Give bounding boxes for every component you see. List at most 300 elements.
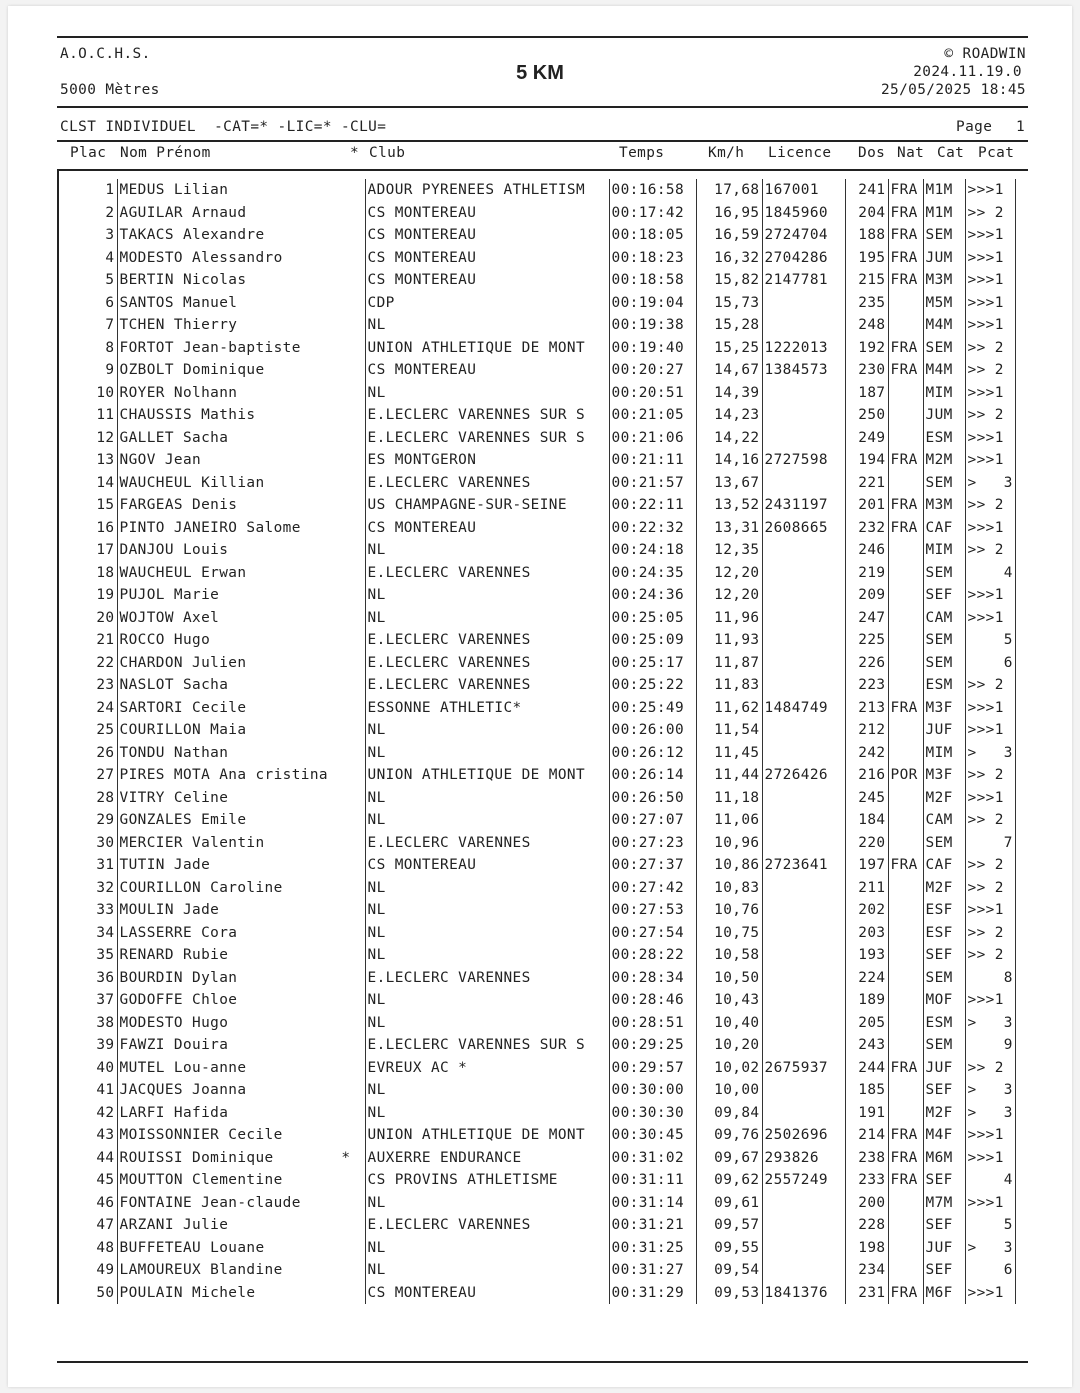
table-row [58,179,1015,202]
cell-speed: 09,67 [696,1147,762,1170]
cell-club: E.LECLERC VARENNES SUR S [365,427,609,450]
cell-category-rank: >>>1 [965,179,1015,202]
cell-licence [762,1259,845,1282]
cell-place: 48 [58,1237,117,1260]
cell-nationality: FRA [888,359,923,382]
cell-speed: 11,06 [696,809,762,832]
cell-category: ESM [923,427,965,450]
cell-bib: 249 [845,427,888,450]
cell-nationality: FRA [888,202,923,225]
cell-category: SEM [923,1034,965,1057]
cell-club: NL [365,899,609,922]
runner-name: TONDU Nathan [119,744,229,761]
cell-club: NL [365,877,609,900]
cell-speed: 11,45 [696,742,762,765]
cell-place: 36 [58,967,117,990]
cell-name [117,967,365,990]
cell-bib: 201 [845,494,888,517]
cell-time: 00:27:54 [609,922,696,945]
cell-time: 00:19:38 [609,314,696,337]
cell-name [117,899,365,922]
cell-place: 41 [58,1079,117,1102]
cell-time: 00:16:58 [609,179,696,202]
cell-time: 00:27:53 [609,899,696,922]
cell-bib: 209 [845,584,888,607]
table-bottom-rule [57,1361,1028,1363]
cell-time: 00:27:07 [609,809,696,832]
cell-licence [762,1079,845,1102]
cell-name [117,494,365,517]
cell-place: 18 [58,562,117,585]
cell-category-rank: > 3 [965,742,1015,765]
cell-speed: 10,02 [696,1057,762,1080]
runner-name: WOJTOW Axel [119,609,220,626]
cell-time: 00:29:57 [609,1057,696,1080]
distance-label: 5000 Mètres [60,82,160,98]
cell-club: NL [365,1192,609,1215]
cell-category-rank: 4 [965,1169,1015,1192]
table-row [58,922,1015,945]
version-label: 2024.11.19.0 [913,64,1022,80]
cell-speed: 09,53 [696,1282,762,1305]
cell-time: 00:28:46 [609,989,696,1012]
cell-time: 00:31:11 [609,1169,696,1192]
runner-name: POULAIN Michele [119,1284,256,1301]
cell-name [117,269,365,292]
cell-licence [762,674,845,697]
cell-club: E.LECLERC VARENNES [365,629,609,652]
cell-bib: 195 [845,247,888,270]
cell-club: EVREUX AC * [365,1057,609,1080]
cell-nationality [888,1034,923,1057]
cell-name [117,1169,365,1192]
cell-speed: 09,61 [696,1192,762,1215]
cell-speed: 13,67 [696,472,762,495]
cell-bib: 184 [845,809,888,832]
cell-bib: 223 [845,674,888,697]
cell-time: 00:20:27 [609,359,696,382]
table-row [58,607,1015,630]
cell-category: MIM [923,539,965,562]
cell-category-rank: > 3 [965,1237,1015,1260]
table-row [58,1012,1015,1035]
cell-category-rank: >> 2 [965,1057,1015,1080]
runner-name: OZBOLT Dominique [119,362,265,379]
cell-licence: 2726426 [762,764,845,787]
cell-place: 23 [58,674,117,697]
cell-place: 47 [58,1214,117,1237]
cell-name [117,247,365,270]
cell-club: CS MONTEREAU [365,202,609,225]
cell-nationality [888,742,923,765]
cell-name [117,359,365,382]
runner-name: FARGEAS Denis [119,497,238,514]
cell-speed: 10,20 [696,1034,762,1057]
cell-category-rank: >>>1 [965,719,1015,742]
cell-nationality: FRA [888,494,923,517]
cell-bib: 247 [845,607,888,630]
filter-line: CLST INDIVIDUEL -CAT=* -LIC=* -CLU= [60,119,387,135]
cell-club: CDP [365,292,609,315]
cell-club: CS MONTEREAU [365,359,609,382]
table-row [58,719,1015,742]
cell-bib: 234 [845,1259,888,1282]
org-name: A.O.C.H.S. [60,46,151,62]
cell-time: 00:26:12 [609,742,696,765]
table-row [58,539,1015,562]
cell-name [117,787,365,810]
cell-nationality [888,1192,923,1215]
cell-bib: 245 [845,787,888,810]
table-row [58,764,1015,787]
cell-nationality: FRA [888,854,923,877]
cell-speed: 14,22 [696,427,762,450]
cell-speed: 11,93 [696,629,762,652]
col-header-nom: Nom Prénom [120,145,211,161]
cell-speed: 15,73 [696,292,762,315]
cell-place: 21 [58,629,117,652]
cell-club: E.LECLERC VARENNES SUR S [365,1034,609,1057]
cell-bib: 203 [845,922,888,945]
cell-name [117,517,365,540]
cell-speed: 15,82 [696,269,762,292]
table-row [58,1079,1015,1102]
cell-place: 32 [58,877,117,900]
cell-time: 00:26:50 [609,787,696,810]
cell-category: M3F [923,697,965,720]
cell-time: 00:31:21 [609,1214,696,1237]
cell-speed: 12,20 [696,584,762,607]
cell-nationality: FRA [888,247,923,270]
cell-category-rank: >>>1 [965,269,1015,292]
cell-licence [762,1012,845,1035]
runner-name: VITRY Celine [119,789,229,806]
cell-place: 1 [58,179,117,202]
col-header-kmh: Km/h [708,145,745,161]
table-row [58,854,1015,877]
cell-place: 44 [58,1147,117,1170]
cell-licence: 2557249 [762,1169,845,1192]
cell-nationality [888,674,923,697]
cell-speed: 15,28 [696,314,762,337]
cell-category: M4M [923,359,965,382]
cell-nationality: FRA [888,1169,923,1192]
cell-category: M2M [923,449,965,472]
cell-time: 00:21:57 [609,472,696,495]
cell-name [117,674,365,697]
cell-nationality [888,1259,923,1282]
cell-licence [762,1237,845,1260]
cell-time: 00:24:36 [609,584,696,607]
cell-time: 00:25:09 [609,629,696,652]
cell-name [117,292,365,315]
runner-name: LAMOUREUX Blandine [119,1262,283,1279]
cell-time: 00:27:23 [609,832,696,855]
cell-category-rank: >>>1 [965,787,1015,810]
cell-category: M1M [923,179,965,202]
cell-speed: 11,44 [696,764,762,787]
cell-licence [762,292,845,315]
table-row [58,809,1015,832]
cell-category-rank: >> 2 [965,944,1015,967]
runner-name: MERCIER Valentin [119,834,265,851]
cell-bib: 204 [845,202,888,225]
cell-bib: 198 [845,1237,888,1260]
cell-licence: 2675937 [762,1057,845,1080]
cell-nationality: FRA [888,697,923,720]
table-row [58,1034,1015,1057]
cell-category-rank: >>>1 [965,1192,1015,1215]
cell-bib: 246 [845,539,888,562]
cell-nationality [888,472,923,495]
cell-category: JUM [923,404,965,427]
cell-speed: 15,25 [696,337,762,360]
cell-club: NL [365,1102,609,1125]
runner-name: TUTIN Jade [119,857,211,874]
cell-speed: 13,52 [696,494,762,517]
cell-category: SEF [923,1169,965,1192]
cell-licence [762,562,845,585]
cell-nationality [888,607,923,630]
cell-time: 00:28:51 [609,1012,696,1035]
cell-time: 00:25:49 [609,697,696,720]
cell-category-rank: >>>1 [965,899,1015,922]
cell-time: 00:18:58 [609,269,696,292]
cell-speed: 09,62 [696,1169,762,1192]
cell-name [117,224,365,247]
cell-time: 00:26:14 [609,764,696,787]
star-flag: * [341,1149,351,1166]
cell-nationality [888,1214,923,1237]
cell-speed: 16,59 [696,224,762,247]
cell-time: 00:31:14 [609,1192,696,1215]
cell-club: CS MONTEREAU [365,224,609,247]
cell-licence [762,967,845,990]
cell-club: CS MONTEREAU [365,1282,609,1305]
cell-place: 34 [58,922,117,945]
cell-licence [762,539,845,562]
cell-speed: 10,43 [696,989,762,1012]
runner-name: NASLOT Sacha [119,677,229,694]
cell-place: 37 [58,989,117,1012]
cell-category-rank: >> 2 [965,922,1015,945]
cell-name [117,697,365,720]
cell-category-rank: > 3 [965,1012,1015,1035]
cell-category-rank: 7 [965,832,1015,855]
cell-bib: 205 [845,1012,888,1035]
cell-category: SEM [923,337,965,360]
cell-time: 00:24:35 [609,562,696,585]
cell-speed: 16,95 [696,202,762,225]
cell-club: NL [365,944,609,967]
cell-name [117,607,365,630]
cell-bib: 233 [845,1169,888,1192]
cell-place: 16 [58,517,117,540]
cell-time: 00:30:30 [609,1102,696,1125]
cell-speed: 13,31 [696,517,762,540]
cell-name [117,1057,365,1080]
table-row [58,629,1015,652]
runner-name: PUJOL Marie [119,587,220,604]
cell-speed: 14,67 [696,359,762,382]
cell-bib: 242 [845,742,888,765]
cell-club: CS MONTEREAU [365,269,609,292]
cell-speed: 09,84 [696,1102,762,1125]
cell-category: M4F [923,1124,965,1147]
cell-speed: 10,75 [696,922,762,945]
cell-bib: 200 [845,1192,888,1215]
cell-licence: 2724704 [762,224,845,247]
table-row [58,1102,1015,1125]
cell-club: NL [365,314,609,337]
cell-place: 50 [58,1282,117,1305]
cell-time: 00:31:29 [609,1282,696,1305]
cell-name [117,1124,365,1147]
cell-time: 00:28:34 [609,967,696,990]
cell-bib: 216 [845,764,888,787]
cell-place: 14 [58,472,117,495]
top-rule [57,36,1028,38]
cell-place: 26 [58,742,117,765]
cell-bib: 219 [845,562,888,585]
cell-category-rank: > 3 [965,472,1015,495]
cell-category-rank: >> 2 [965,764,1015,787]
cell-place: 25 [58,719,117,742]
cell-time: 00:18:23 [609,247,696,270]
cell-category: M5M [923,292,965,315]
cell-category-rank: >>>1 [965,517,1015,540]
cell-name [117,584,365,607]
cell-bib: 215 [845,269,888,292]
runner-name: MODESTO Alessandro [119,249,283,266]
runner-name: SARTORI Cecile [119,699,247,716]
col-header-dos: Dos [858,145,886,161]
col-header-pcat: Pcat [978,145,1015,161]
page-number: 1 [1016,119,1026,135]
cell-category-rank: >> 2 [965,337,1015,360]
page-label: Page [956,119,993,135]
cell-licence: 293826 [762,1147,845,1170]
cell-place: 4 [58,247,117,270]
runner-name: FORTOT Jean-baptiste [119,339,301,356]
cell-nationality [888,809,923,832]
cell-time: 00:20:51 [609,382,696,405]
runner-name: SANTOS Manuel [119,294,238,311]
cell-licence [762,787,845,810]
cell-place: 19 [58,584,117,607]
cell-category: M7M [923,1192,965,1215]
cell-club: NL [365,787,609,810]
cell-name [117,989,365,1012]
cell-speed: 10,76 [696,899,762,922]
cell-bib: 220 [845,832,888,855]
cell-nationality [888,629,923,652]
cell-bib: 211 [845,877,888,900]
cell-bib: 193 [845,944,888,967]
table-row [58,1124,1015,1147]
cell-licence: 1222013 [762,337,845,360]
cell-speed: 17,68 [696,179,762,202]
cell-nationality [888,832,923,855]
cell-place: 39 [58,1034,117,1057]
cell-speed: 10,83 [696,877,762,900]
cell-category: SEM [923,832,965,855]
cell-place: 9 [58,359,117,382]
runner-name: GODOFFE Chloe [119,992,238,1009]
cell-place: 3 [58,224,117,247]
cell-licence [762,1192,845,1215]
cell-category-rank: >> 2 [965,404,1015,427]
cell-category-rank: >>>1 [965,607,1015,630]
cell-speed: 11,54 [696,719,762,742]
cell-place: 28 [58,787,117,810]
table-row [58,1147,1015,1170]
cell-bib: 248 [845,314,888,337]
table-row [58,1282,1015,1305]
cell-category: M1M [923,202,965,225]
cell-club: NL [365,922,609,945]
cell-licence: 2502696 [762,1124,845,1147]
cell-name [117,562,365,585]
cell-category-rank: >>>1 [965,292,1015,315]
runner-name: ROUISSI Dominique [119,1149,274,1166]
cell-category-rank: 5 [965,629,1015,652]
cell-licence [762,584,845,607]
cell-place: 40 [58,1057,117,1080]
cell-nationality [888,787,923,810]
cell-bib: 214 [845,1124,888,1147]
cell-place: 42 [58,1102,117,1125]
cell-category: SEM [923,967,965,990]
runner-name: MEDUS Lilian [119,182,229,199]
cell-nationality [888,1237,923,1260]
cell-club: NL [365,719,609,742]
table-row [58,427,1015,450]
runner-name: PIRES MOTA Ana cristina [119,767,328,784]
cell-club: E.LECLERC VARENNES [365,1214,609,1237]
cell-name [117,877,365,900]
cell-category-rank: > 3 [965,1102,1015,1125]
cell-nationality [888,404,923,427]
cell-place: 27 [58,764,117,787]
cell-place: 24 [58,697,117,720]
cell-category-rank: 5 [965,1214,1015,1237]
cell-category: M6M [923,1147,965,1170]
runner-name: DANJOU Louis [119,542,229,559]
cell-category: MIM [923,382,965,405]
runner-name: MOULIN Jade [119,902,220,919]
cell-name [117,1079,365,1102]
table-row [58,832,1015,855]
runner-name: ROYER Nolhann [119,384,238,401]
cell-name [117,179,365,202]
cell-category-rank: >> 2 [965,854,1015,877]
cell-time: 00:25:17 [609,652,696,675]
cell-name [117,629,365,652]
cell-licence [762,809,845,832]
cell-nationality: FRA [888,1282,923,1305]
cell-category: CAM [923,607,965,630]
cell-club: E.LECLERC VARENNES [365,674,609,697]
cell-licence [762,629,845,652]
cell-category: M4M [923,314,965,337]
runner-name: TCHEN Thierry [119,317,238,334]
cell-category: SEF [923,584,965,607]
table-row [58,1192,1015,1215]
table-row [58,404,1015,427]
cell-category: CAM [923,809,965,832]
table-row [58,382,1015,405]
